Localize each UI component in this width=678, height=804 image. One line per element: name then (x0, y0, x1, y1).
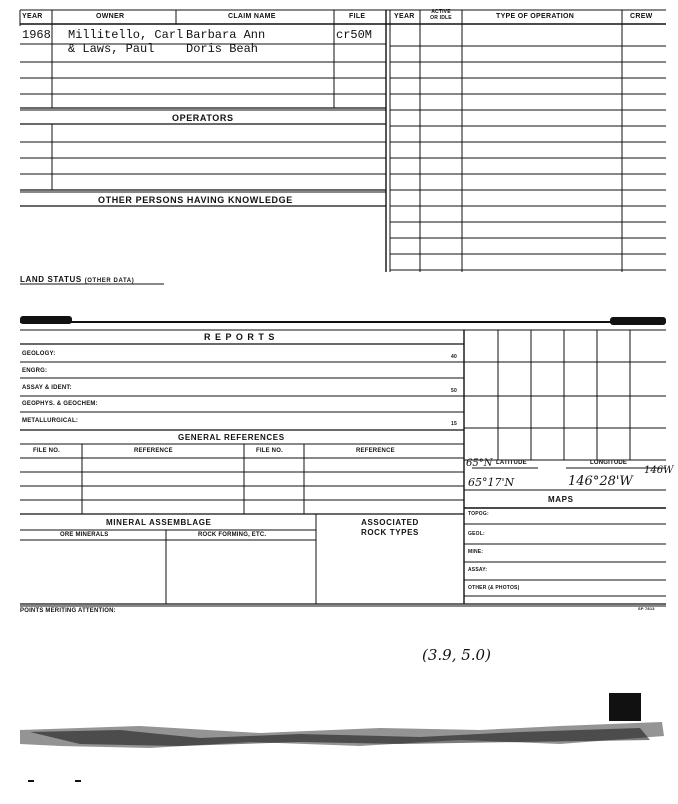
land-status-subtitle: (OTHER DATA) (84, 278, 135, 284)
ref-header-file-no-1: FILE NO. (33, 448, 60, 454)
maps-topog: TOPOG: (468, 511, 489, 517)
report-assay: ASSAY & IDENT: (22, 385, 72, 391)
header-idle-line: OR IDLE (430, 15, 452, 21)
reports-heading: R E P O R T S (204, 332, 276, 342)
operators-heading: OPERATORS (172, 113, 234, 123)
header-owner: OWNER (96, 13, 125, 20)
claim-owner-line-2: & Laws, Paul (68, 42, 155, 56)
header-year-2: YEAR (394, 13, 415, 20)
header-file: FILE (349, 13, 366, 20)
associated-line-1: ASSOCIATED (361, 518, 419, 527)
mineral-header-ore: ORE MINERALS (60, 532, 109, 538)
maps-assay: ASSAY: (468, 567, 488, 573)
report-geology-num: 40 (451, 354, 457, 360)
claim-owner-line-1: Millitello, Carl (68, 28, 184, 42)
longitude-value: 146°28'W (568, 474, 633, 489)
maps-heading: MAPS (548, 495, 574, 504)
report-metallurgical: METALLURGICAL: (22, 418, 79, 424)
report-geology: GEOLOGY: (22, 351, 56, 357)
general-references-heading: GENERAL REFERENCES (178, 433, 285, 442)
claim-name-line-1: Barbara Ann (186, 28, 266, 42)
points-meriting-attention: POINTS MERITING ATTENTION: (20, 608, 116, 614)
land-status-heading (20, 275, 134, 284)
report-assay-num: 50 (451, 388, 457, 394)
other-persons-heading: OTHER PERSONS HAVING KNOWLEDGE (98, 195, 293, 205)
header-crew: CREW (630, 13, 653, 20)
ref-header-file-no-2: FILE NO. (256, 448, 283, 454)
latitude-value: 65°17'N (468, 476, 515, 489)
header-type-of-operation: TYPE OF OPERATION (496, 13, 575, 20)
latitude-label: LATITUDE (496, 460, 527, 466)
header-claim-name: CLAIM NAME (228, 13, 276, 20)
maps-geol: GEOL: (468, 531, 485, 537)
claim-name-line-2: Doris Beah (186, 42, 259, 56)
report-metallurgical-num: 15 (451, 421, 457, 427)
associated-line-2: ROCK TYPES (360, 528, 419, 537)
report-geophys: GEOPHYS. & GEOCHEM: (22, 401, 98, 407)
associated-rock-types-heading (340, 518, 440, 538)
claim-year: 1968 (22, 28, 51, 42)
ref-header-reference-2: REFERENCE (356, 448, 395, 454)
header-active-or-idle (422, 9, 460, 21)
mineral-header-rock-forming: ROCK FORMING, ETC. (198, 532, 267, 538)
form-number: SP 7813 (638, 606, 655, 611)
header-active-line: ACTIVE (431, 9, 451, 15)
claim-file: cr50M (336, 28, 373, 42)
handwritten-coordinate-note: (3.9, 5.0) (422, 646, 491, 664)
latitude-handwritten-top: 65°N (466, 458, 493, 469)
longitude-handwritten-top: 146W (644, 465, 674, 476)
maps-other-photos: OTHER (& PHOTOS) (468, 585, 520, 591)
mineral-assemblage-heading: MINERAL ASSEMBLAGE (106, 518, 212, 527)
ref-header-reference-1: REFERENCE (134, 448, 173, 454)
report-engrg: ENGRG: (22, 368, 48, 374)
maps-mine: MINE: (468, 549, 484, 555)
header-year: YEAR (22, 13, 43, 20)
longitude-label: LONGITUDE (590, 460, 628, 466)
land-status-title: LAND STATUS (20, 275, 82, 284)
